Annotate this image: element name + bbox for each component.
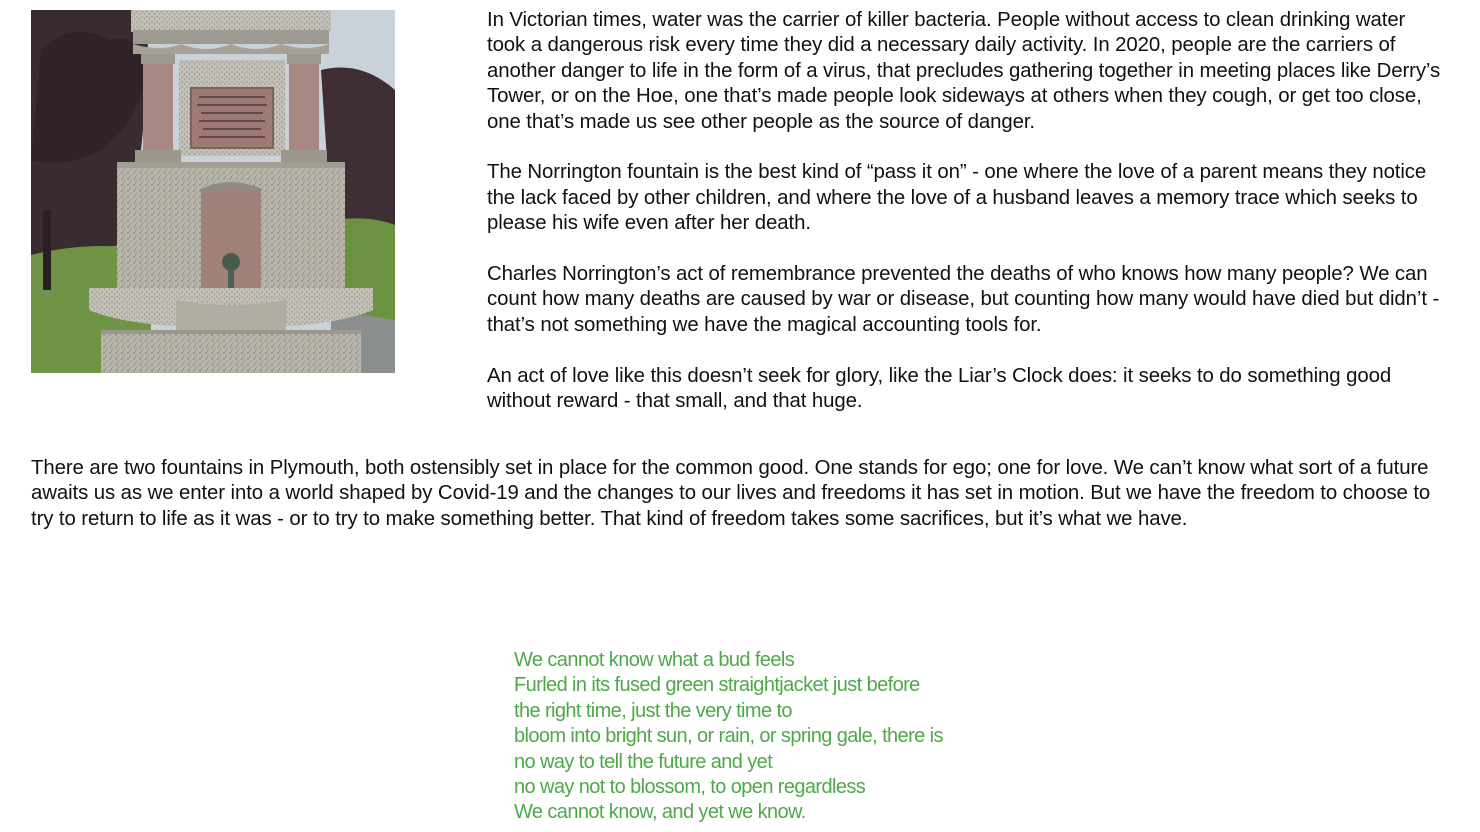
paragraph-norrington-fountain: The Norrington fountain is the best kind of “pass it on” - one where the love of a parent means they notice the lack faced by other children, and where the love of a husband leaves a memory trace which seeks to please his wife even after her death. — [487, 161, 1427, 235]
paragraph-victorian-water: In Victorian times, water was the carrier of killer bacteria. People without access to clean drinking water took a dangerous risk every time they did a necessary daily activity. In 2020, people are the carriers of another danger to life in the form of a virus, that precludes gathering together in meeting places like Derry’s Tower, or on the Hoe, one that’s made people look sideways at others when they cough, or get too close, one that’s made us see other people as the source of danger. — [487, 9, 1441, 133]
poem-line: Furled in its fused green straightjacket just before — [514, 674, 920, 697]
paragraph-two-fountains: There are two fountains in Plymouth, both ostensibly set in place for the common good. One stands for ego; one for love. We can’t know what sort of a future awaits us as we enter into a world shaped by Covid-19 and the changes to our lives and freedoms it has set in motion. But we have the freedom to choose to try to return to life as it was - or to try to make something better. That kind of freedom takes some sacrifices, but it’s what we have. — [31, 457, 1431, 530]
poem — [514, 648, 1114, 826]
poem-line: We cannot know what a bud feels — [514, 649, 795, 671]
paragraph-remembrance: Charles Norrington’s act of remembrance prevented the deaths of who knows how many people? We can count how many deaths are caused by war or disease, but counting how many would have died but didn’t - that’s not something we have the magical accounting tools for. — [487, 263, 1440, 336]
fountain-photo — [31, 10, 395, 373]
poem-line: no way to tell the future and yet — [514, 750, 773, 773]
poem-line: We cannot know, and yet we know. — [514, 801, 806, 824]
fountain-illustration — [31, 10, 395, 373]
poem-line: the right time, just the very time to — [514, 699, 792, 722]
paragraph-act-of-love: An act of love like this doesn’t seek for glory, like the Liar’s Clock does: it seeks to do something good without reward - that small, and that huge. — [487, 364, 1392, 413]
poem-line: no way not to blossom, to open regardless — [514, 776, 866, 799]
right-column-text — [487, 8, 1447, 414]
poem-line: bloom into bright sun, or rain, or spring gale, there is — [514, 725, 943, 748]
